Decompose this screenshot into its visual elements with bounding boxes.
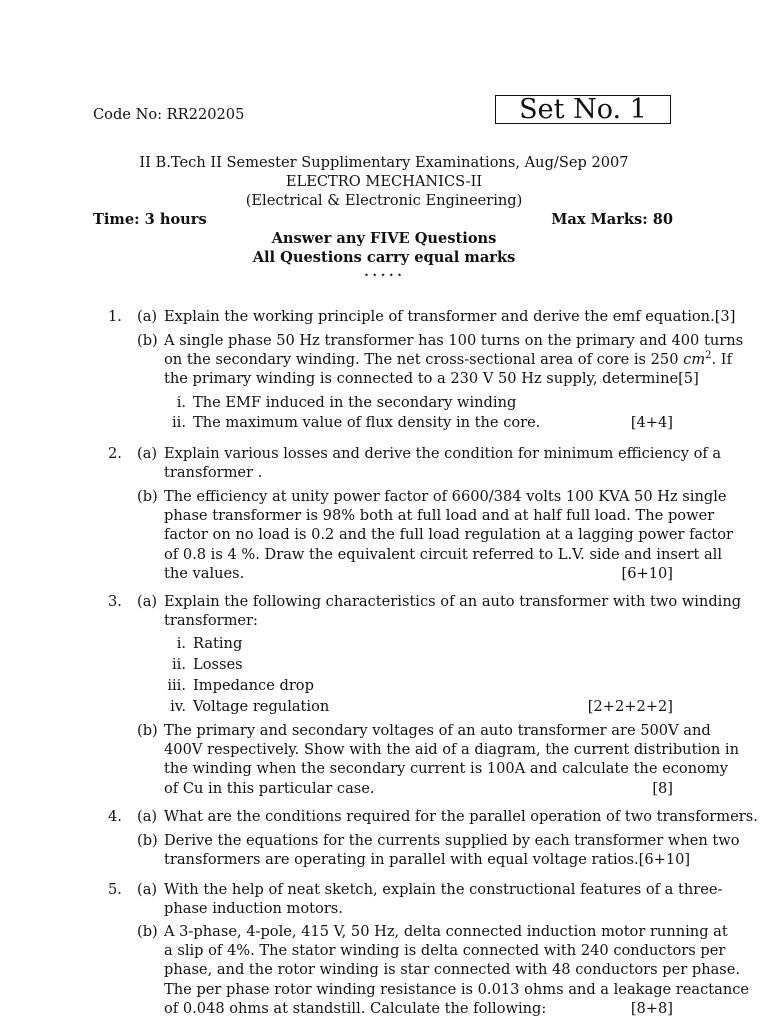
text-line <box>164 350 732 369</box>
marks: [4+4] <box>630 414 673 431</box>
marks: [5] <box>678 370 699 388</box>
time-label: Time: 3 hours <box>93 211 207 228</box>
text-line: transformers are operating in parallel with equal voltage ratios. <box>164 851 639 869</box>
question-number: 3. <box>108 593 122 610</box>
text-line: of 0.8 is 4 %. Draw the equivalent circuit referred to L.V. side and insert all <box>164 545 723 563</box>
sub-label: ii. <box>172 656 186 673</box>
text-line: a slip of 4%. The stator winding is delta connected with 240 conductors per <box>164 942 726 960</box>
branch-title: (Electrical & Electronic Engineering) <box>245 192 523 209</box>
code-number: Code No: RR220205 <box>93 106 245 123</box>
text-line: What are the conditions required for the parallel operation of two transformers. <box>164 808 758 825</box>
text-line: phase induction motors. <box>164 900 343 918</box>
exam-title: II B.Tech II Semester Supplimentary Examinations, Aug/Sep 2007 <box>139 154 629 171</box>
text-line: With the help of neat sketch, explain the constructional features of a three- <box>164 881 723 898</box>
marks: [3] <box>714 308 736 325</box>
part-2a <box>164 444 722 482</box>
marks: [2+2+2+2] <box>587 698 673 715</box>
question-number: 5. <box>108 881 122 898</box>
part-label: (b) <box>137 923 158 940</box>
sub-text: Impedance drop <box>193 677 314 694</box>
part-label: (b) <box>137 332 158 349</box>
part-1b <box>164 331 744 389</box>
question-number: 1. <box>108 308 122 325</box>
marks: [8+8] <box>630 999 673 1017</box>
text-segment: on the secondary winding. The net cross-sectional area of core is 250 <box>164 351 679 369</box>
part-3b <box>164 721 739 798</box>
part-text: Explain the working principle of transformer and derive the emf equation. <box>164 308 715 325</box>
part-label: (b) <box>137 488 158 505</box>
part-1a <box>164 307 736 326</box>
question-number: 4. <box>108 808 122 825</box>
part-label: (a) <box>137 445 158 462</box>
part-3a <box>164 592 742 630</box>
text-line: the values. <box>164 564 245 582</box>
question-number: 2. <box>108 445 122 462</box>
part-label: (a) <box>137 808 158 825</box>
text-line: the winding when the secondary current is 100A and calculate the economy <box>164 760 728 778</box>
text-line: phase, and the rotor winding is star connected with 48 conductors per phase. <box>164 961 741 979</box>
subject-title: ELECTRO MECHANICS-II <box>285 173 483 190</box>
part-2b <box>164 487 733 583</box>
sub-label: ii. <box>172 414 186 431</box>
part-4a <box>164 807 758 826</box>
part-5b <box>164 922 750 1018</box>
stars-divider: ⋆⋆⋆⋆⋆ <box>363 270 405 281</box>
text-line: Explain various losses and derive the condition for minimum efficiency of a <box>164 445 722 462</box>
sub-text: Losses <box>193 656 243 673</box>
instruction-equal-marks: All Questions carry equal marks <box>252 249 516 266</box>
sub-label: iii. <box>167 677 186 694</box>
text-line: 400V respectively. Show with the aid of a diagram, the current distribution in <box>164 741 739 759</box>
text-line: transformer: <box>164 612 258 630</box>
part-label: (a) <box>137 593 158 610</box>
text-segment: . If <box>711 351 732 369</box>
instruction-answer: Answer any FIVE Questions <box>271 230 497 247</box>
text-line: The primary and secondary voltages of an auto transformer are 500V and <box>164 722 711 739</box>
part-label: (b) <box>137 722 158 739</box>
text-line: transformer . <box>164 464 263 482</box>
superscript: 2 <box>705 350 712 362</box>
text-line: The efficiency at unity power factor of 6600/384 volts 100 KVA 50 Hz single <box>164 488 727 505</box>
sub-text: The EMF induced in the secondary winding <box>193 394 517 411</box>
text-line: phase transformer is 98% both at full load and at half full load. The power <box>164 507 715 525</box>
part-label: (a) <box>137 308 158 325</box>
part-label: (b) <box>137 832 158 849</box>
sub-text: Rating <box>193 635 243 652</box>
text-line: Derive the equations for the currents supplied by each transformer when two <box>164 832 740 849</box>
text-line: Explain the following characteristics of an auto transformer with two winding <box>164 593 742 610</box>
sub-text: Voltage regulation <box>193 698 330 715</box>
part-4b <box>164 831 740 869</box>
unit: cm <box>683 351 706 369</box>
set-number-box: Set No. 1 <box>495 95 671 124</box>
text-line: A 3-phase, 4-pole, 415 V, 50 Hz, delta connected induction motor running at <box>164 923 728 940</box>
sub-label: i. <box>176 394 186 411</box>
marks: [6+10] <box>638 851 691 869</box>
part-5a <box>164 880 723 918</box>
text-line: A single phase 50 Hz transformer has 100 turns on the primary and 400 turns <box>164 332 744 349</box>
text-line: factor on no load is 0.2 and the full load regulation at a lagging power factor <box>164 526 733 544</box>
text-line: of 0.048 ohms at standstill. Calculate the following: <box>164 999 547 1017</box>
marks: [8] <box>652 779 673 797</box>
text-line: of Cu in this particular case. <box>164 779 375 797</box>
text-line: the primary winding is connected to a 230 V 50 Hz supply, determine <box>164 370 679 388</box>
sub-label: i. <box>176 635 186 652</box>
sub-label: iv. <box>170 698 186 715</box>
marks: [6+10] <box>621 564 673 582</box>
text-line: The per phase rotor winding resistance is 0.013 ohms and a leakage reactance <box>164 980 750 998</box>
max-marks-label: Max Marks: 80 <box>551 211 673 228</box>
part-label: (a) <box>137 881 158 898</box>
sub-text: The maximum value of flux density in the core. <box>193 414 541 431</box>
